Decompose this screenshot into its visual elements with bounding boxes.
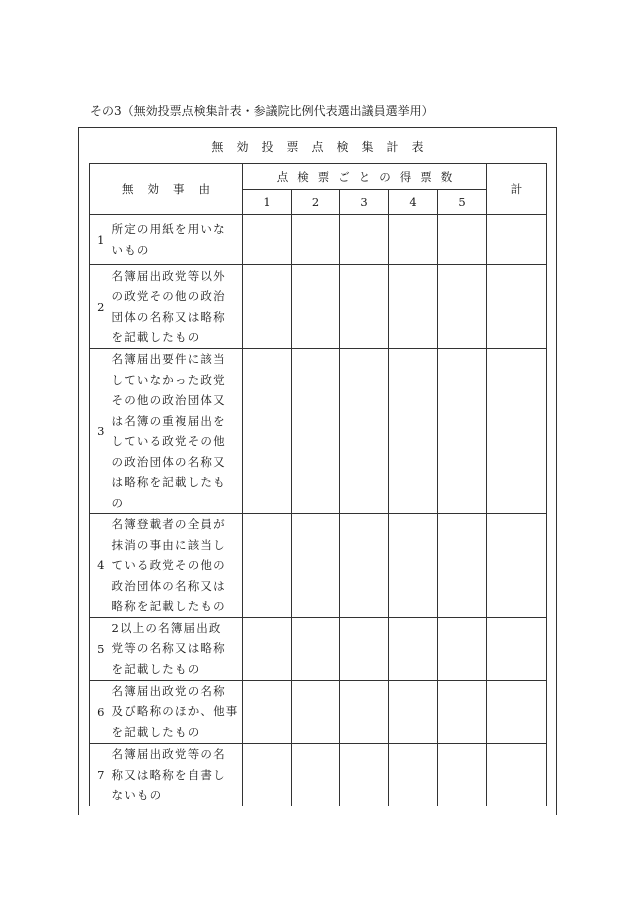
- count-cell[interactable]: [243, 743, 292, 806]
- reason-header: [90, 164, 243, 215]
- count-header-char: 点: [276, 169, 289, 184]
- reason-line: を記載したもの: [111, 661, 201, 676]
- reason-line: 政治団体の名称又は: [111, 578, 226, 593]
- count-header-char: 票: [317, 169, 330, 184]
- form-caption: その3（無効投票点検集計表・参議院比例代表選出議員選挙用）: [90, 104, 434, 118]
- count-cell[interactable]: [243, 265, 292, 349]
- count-cell[interactable]: [389, 265, 438, 349]
- reason-line: している政党その他: [111, 434, 226, 448]
- table-row: [90, 514, 547, 618]
- count-column-number: 4: [389, 190, 438, 215]
- reason-line: 党等の名称又は略称: [111, 641, 226, 656]
- reason-line: は名簿の重複届出を: [111, 413, 226, 428]
- count-column-number: 1: [243, 190, 292, 215]
- total-header: 計: [487, 164, 547, 215]
- row-reason-text: [112, 215, 243, 265]
- reason-line: の: [111, 495, 125, 510]
- count-cell[interactable]: [340, 743, 389, 806]
- reason-line: 称又は略称を自書し: [111, 767, 226, 782]
- form-title-char: 表: [411, 140, 424, 154]
- row-number: 6: [90, 680, 112, 743]
- count-cell[interactable]: [292, 215, 340, 265]
- row-reason-text: [112, 265, 243, 349]
- form-title-char: 効: [236, 140, 249, 154]
- reason-line: その他の政治団体又: [111, 393, 226, 407]
- reason-line: ている政党その他の: [111, 558, 226, 572]
- reason-line: 名簿届出政党等の名: [111, 747, 226, 761]
- count-cell[interactable]: [243, 514, 292, 618]
- reason-line: 団体の名称又は略称: [111, 309, 226, 324]
- form-title-char: 票: [286, 140, 299, 154]
- count-cell[interactable]: [438, 514, 487, 618]
- count-cell[interactable]: [340, 349, 389, 514]
- reason-line: 名簿登載者の全員が: [111, 517, 226, 531]
- table-row: [90, 265, 547, 349]
- count-cell[interactable]: [292, 680, 340, 743]
- reason-line: 略称を記載したもの: [111, 599, 226, 613]
- reason-line: いもの: [111, 242, 150, 257]
- count-header-char: 検: [297, 169, 309, 184]
- count-header-char: 票: [420, 169, 432, 184]
- total-cell[interactable]: [487, 215, 547, 265]
- count-cell[interactable]: [292, 743, 340, 806]
- total-cell[interactable]: [487, 617, 547, 680]
- count-cell[interactable]: [340, 680, 389, 743]
- reason-line: 名簿届出政党の名称: [111, 683, 226, 698]
- count-header-char: 数: [440, 169, 453, 184]
- count-cell[interactable]: [340, 514, 389, 618]
- total-cell[interactable]: [487, 349, 547, 514]
- count-column-number: 5: [438, 190, 487, 215]
- total-cell[interactable]: [487, 743, 547, 806]
- form-title-char: 集: [361, 140, 374, 154]
- reason-header-char: 事: [173, 182, 185, 196]
- count-cell[interactable]: [438, 215, 487, 265]
- reason-line: は略称を記載したも: [111, 475, 226, 489]
- reason-line: の政党その他の政治: [111, 289, 226, 303]
- count-cell[interactable]: [389, 215, 438, 265]
- reason-line: の政治団体の名称又: [111, 454, 226, 469]
- count-column-number: 3: [340, 190, 389, 215]
- total-cell[interactable]: [487, 680, 547, 743]
- count-cell[interactable]: [243, 349, 292, 514]
- count-cell[interactable]: [292, 265, 340, 349]
- count-cell[interactable]: [243, 617, 292, 680]
- reason-line: 及び略称のほか、他事: [111, 704, 239, 719]
- row-number: 5: [90, 617, 112, 680]
- row-reason-text: [112, 617, 243, 680]
- count-cell[interactable]: [389, 680, 438, 743]
- reason-line: していなかった政党: [111, 372, 226, 387]
- form-title-char: 無: [211, 140, 224, 154]
- reason-line: 2以上の名簿届出政: [111, 620, 222, 635]
- row-number: 3: [90, 349, 112, 514]
- count-cell[interactable]: [438, 743, 487, 806]
- count-cell[interactable]: [438, 680, 487, 743]
- reason-line: を記載したもの: [111, 724, 201, 739]
- count-cell[interactable]: [340, 215, 389, 265]
- table-row: [90, 349, 547, 514]
- row-number: 4: [90, 514, 112, 618]
- total-cell[interactable]: [487, 265, 547, 349]
- count-cell[interactable]: [243, 680, 292, 743]
- count-header-char: の: [379, 169, 391, 184]
- count-cell[interactable]: [340, 617, 389, 680]
- count-column-number: 2: [292, 190, 340, 215]
- table-row: [90, 617, 547, 680]
- count-cell[interactable]: [389, 349, 438, 514]
- count-cell[interactable]: [243, 215, 292, 265]
- table-row: [90, 680, 547, 743]
- row-number: 1: [90, 215, 112, 265]
- form-title: [78, 138, 557, 155]
- reason-line: を記載したもの: [111, 330, 201, 344]
- form-title-char: 検: [336, 140, 349, 154]
- total-cell[interactable]: [487, 514, 547, 618]
- form-title-char: 点: [311, 140, 324, 154]
- row-reason-text: [112, 680, 243, 743]
- reason-header-char: 無: [122, 182, 134, 196]
- table-row: [90, 215, 547, 265]
- count-cell[interactable]: [292, 514, 340, 618]
- count-cell[interactable]: [292, 617, 340, 680]
- row-number: 7: [90, 743, 112, 806]
- count-cell[interactable]: [389, 514, 438, 618]
- count-cell[interactable]: [438, 265, 487, 349]
- reason-line: 所定の用紙を用いな: [111, 222, 226, 236]
- count-cell[interactable]: [438, 349, 487, 514]
- count-header-char: ご: [338, 169, 350, 184]
- reason-line: ないもの: [111, 788, 163, 802]
- reason-line: 抹消の事由に該当し: [111, 537, 226, 552]
- count-header: [243, 164, 487, 190]
- table-row: [90, 743, 547, 806]
- count-cell[interactable]: [389, 617, 438, 680]
- row-reason-text: [112, 743, 243, 806]
- form-title-char: 計: [386, 140, 399, 154]
- reason-header-char: 効: [147, 182, 159, 196]
- count-header-char: と: [358, 169, 371, 184]
- count-cell[interactable]: [292, 349, 340, 514]
- count-cell[interactable]: [438, 617, 487, 680]
- count-cell[interactable]: [389, 743, 438, 806]
- reason-header-char: 由: [198, 182, 210, 196]
- row-number: 2: [90, 265, 112, 349]
- row-reason-text: [112, 514, 243, 618]
- reason-line: 名簿届出政党等以外: [111, 268, 226, 283]
- count-header-char: 得: [399, 169, 412, 184]
- invalid-vote-table: [89, 163, 547, 806]
- row-reason-text: [112, 349, 243, 514]
- reason-line: 名簿届出要件に該当: [111, 352, 226, 366]
- form-title-char: 投: [261, 140, 274, 154]
- count-cell[interactable]: [340, 265, 389, 349]
